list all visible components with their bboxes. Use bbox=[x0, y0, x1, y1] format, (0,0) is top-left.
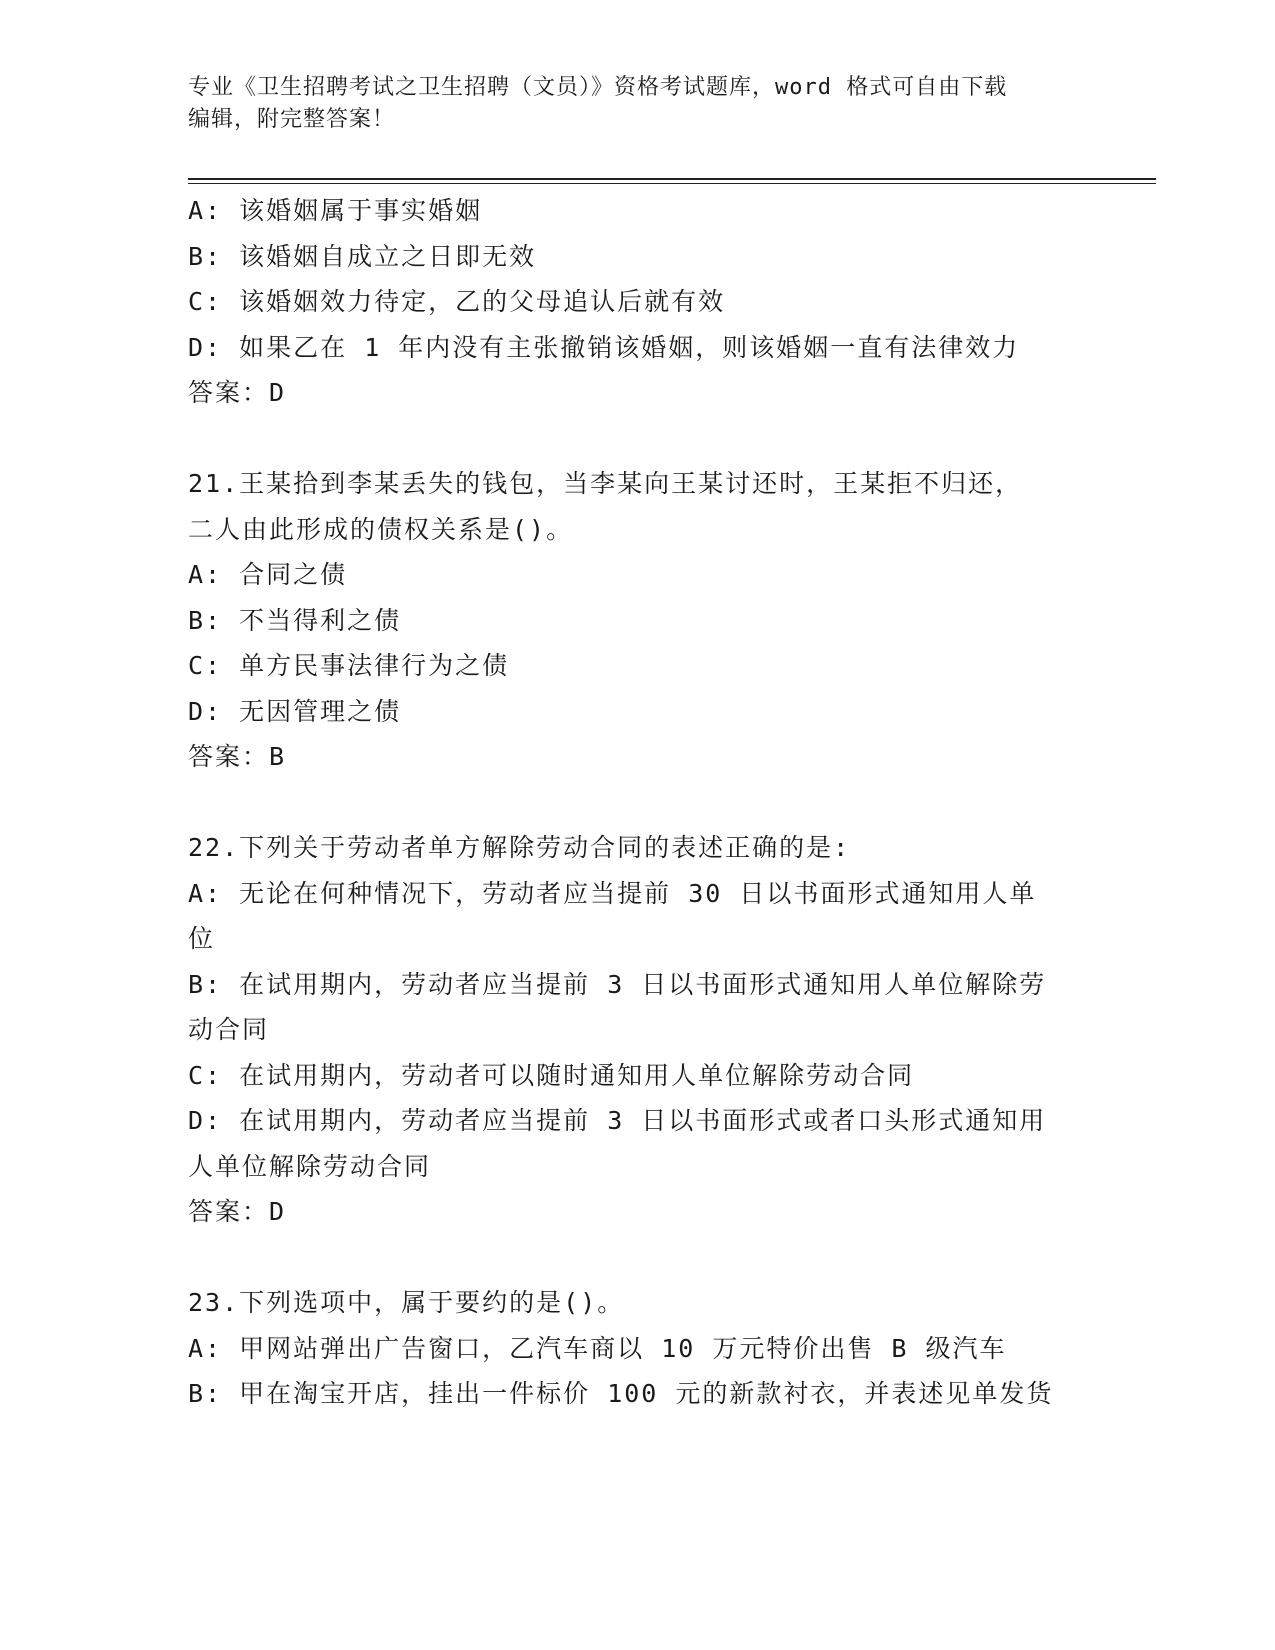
header-divider-thin bbox=[188, 183, 1156, 184]
option-d: D: 无因管理之债 bbox=[188, 696, 402, 726]
spacer bbox=[188, 1235, 1068, 1281]
option-b: B: 该婚姻自成立之日即无效 bbox=[188, 241, 537, 271]
option-c: C: 单方民事法律行为之债 bbox=[188, 651, 510, 680]
answer-label: 答案：B bbox=[188, 742, 287, 771]
option-d-line-1: D: 在试用期内，劳动者应当提前 3 日以书面形式或者口头形式通知用 bbox=[188, 1106, 1047, 1135]
question-21 bbox=[188, 461, 1068, 780]
question-list bbox=[188, 188, 1068, 1417]
spacer bbox=[188, 780, 1068, 826]
option-a-line-1: A: 无论在何种情况下，劳动者应当提前 30 日以书面形式通知用人单 bbox=[188, 878, 1037, 908]
option-b-line-1: B: 在试用期内，劳动者应当提前 3 日以书面形式通知用人单位解除劳 bbox=[188, 969, 1047, 999]
option-c: C: 该婚姻效力待定，乙的父母追认后就有效 bbox=[188, 287, 726, 316]
option-c: C: 在试用期内，劳动者可以随时通知用人单位解除劳动合同 bbox=[188, 1060, 915, 1090]
option-b-line-2: 动合同 bbox=[188, 1015, 270, 1044]
header-divider-thick bbox=[188, 178, 1156, 180]
option-a: A: 甲网站弹出广告窗口，乙汽车商以 10 万元特价出售 B 级汽车 bbox=[188, 1333, 1007, 1363]
header-line-1: 专业《卫生招聘考试之卫生招聘（文员）》资格考试题库，word 格式可自由下载 bbox=[188, 75, 1008, 100]
question-stem: 23.下列选项中，属于要约的是()。 bbox=[188, 1288, 625, 1317]
document-header bbox=[188, 72, 1068, 136]
option-b: B: 甲在淘宝开店，挂出一件标价 100 元的新款衬衣，并表述见单发货 bbox=[188, 1379, 1054, 1408]
question-22 bbox=[188, 825, 1068, 1235]
question-23 bbox=[188, 1280, 1068, 1417]
answer-label: 答案：D bbox=[188, 378, 287, 407]
option-d-line-2: 人单位解除劳动合同 bbox=[188, 1151, 432, 1181]
option-a: A: 合同之债 bbox=[188, 560, 348, 589]
option-d: D: 如果乙在 1 年内没有主张撤销该婚姻，则该婚姻一直有法律效力 bbox=[188, 332, 1020, 362]
header-line-2: 编辑，附完整答案！ bbox=[188, 107, 396, 132]
question-stem-line-2: 二人由此形成的债权关系是()。 bbox=[188, 514, 574, 544]
question-stem: 22.下列关于劳动者单方解除劳动合同的表述正确的是: bbox=[188, 833, 851, 862]
question-stem-line-1: 21.王某拾到李某丢失的钱包，当李某向王某讨还时，王某拒不归还， bbox=[188, 469, 1023, 498]
question-20-options bbox=[188, 188, 1068, 416]
option-a: A: 该婚姻属于事实婚姻 bbox=[188, 196, 483, 225]
answer-label: 答案：D bbox=[188, 1197, 287, 1226]
option-b: B: 不当得利之债 bbox=[188, 605, 402, 635]
spacer bbox=[188, 416, 1068, 462]
option-a-line-2: 位 bbox=[188, 924, 216, 953]
